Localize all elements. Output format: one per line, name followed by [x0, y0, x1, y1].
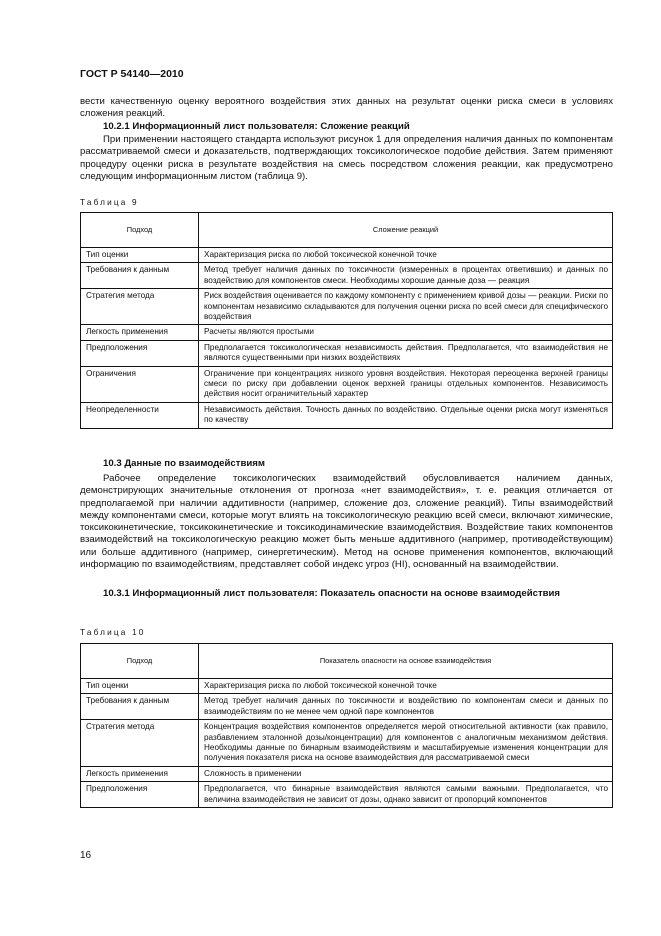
table-cell-text: Предполагается, что бинарные взаимодействия являются самыми важными. Предполагается, что величина взаимодействия не зависит от дозы, однако зависит от пропорций компонентов	[199, 782, 613, 808]
section-10-2-1-heading: 10.2.1 Информационный лист пользователя: Сложение реакций	[103, 121, 410, 132]
table-cell-text: Характеризация риска по любой токсической конечной точке	[199, 679, 613, 694]
table-cell-text: Предполагается токсикологическая независимость действия. Предполагается, что взаимодействия не являются существенными при низких воздействиях	[199, 340, 613, 366]
table-row	[81, 720, 613, 767]
table-row	[81, 248, 613, 263]
table-cell-label: Тип оценки	[81, 248, 199, 263]
table9-caption: Таблица 9	[80, 198, 139, 207]
table-cell-text: Сложность в применении	[199, 766, 613, 781]
table-cell-label: Стратегия метода	[81, 720, 199, 767]
table-cell-label: Стратегия метода	[81, 289, 199, 325]
table-row	[81, 766, 613, 781]
table-cell-label: Предположения	[81, 782, 199, 808]
table-row	[81, 694, 613, 720]
table-row	[81, 325, 613, 340]
table-cell-label: Легкость применения	[81, 325, 199, 340]
table-cell-label: Легкость применения	[81, 766, 199, 781]
table-cell-label: Неопределенности	[81, 402, 199, 428]
table-9	[80, 212, 613, 429]
intro-paragraph: вести качественную оценку вероятного воздействия этих данных на результат оценки риска смеси в условиях сложения реакций.	[80, 96, 613, 120]
table-col-header: Сложение реакций	[199, 213, 613, 248]
table-cell-text: Метод требует наличия данных по токсичности и воздействию по компонентам смеси и данных по взаимодействиям по не менее чем одной паре компонентов	[199, 694, 613, 720]
table-row	[81, 263, 613, 289]
table-cell-label: Тип оценки	[81, 679, 199, 694]
table-cell-label: Предположения	[81, 340, 199, 366]
table-cell-text: Ограничение при концентрациях низкого уровня воздействия. Некоторая переоценка верхней границы смеси по риску при добавлении оценок верхней границы отдельных компонентов. Независимость действия носит ограничительный характер	[199, 366, 613, 402]
table-cell-text: Расчеты являются простыми	[199, 325, 613, 340]
table-row	[81, 679, 613, 694]
table-cell-label: Требования к данным	[81, 263, 199, 289]
table-col-header: Подход	[81, 213, 199, 248]
table-row	[81, 340, 613, 366]
document-id: ГОСТ Р 54140—2010	[80, 68, 184, 80]
table-col-header: Показатель опасности на основе взаимодействия	[199, 644, 613, 679]
table-cell-text: Концентрация воздействия компонентов определяется мерой относительной активности (как правило, разбавлением эталонной дозы/концентрации) для компонентов с аналогичным механизмом действия. Необходимы данные по бинарным взаимодействиям и масштабируемые изменения концентрации для получения показателя риска на основе взаимодействия для рассматриваемой смеси	[199, 720, 613, 767]
table-cell-text: Риск воздействия оценивается по каждому компоненту с применением кривой дозы — реакции. Риски по компонентам независимо складываются для получения оценки риска по всей смеси для специфического воздействия	[199, 289, 613, 325]
table-cell-label: Требования к данным	[81, 694, 199, 720]
section-10-2-1-paragraph: При применении настоящего стандарта используют рисунок 1 для определения наличия данных по компонентам рассматриваемой смеси и доказательств, подтверждающих токсикологическое подобие действия. Затем применяют процедуру оценки риска в результате воздействия на смесь посредством сложения реакции, как предусмотрено следующим информационным листом (таблица 9).	[80, 134, 613, 182]
table-header-row	[81, 213, 613, 248]
table-row	[81, 366, 613, 402]
section-10-3-heading: 10.3 Данные по взаимодействиям	[103, 458, 265, 469]
table-cell-text: Независимость действия. Точность данных по воздействию. Отдельные оценки риска могут изменяться по качеству	[199, 402, 613, 428]
table-cell-text: Характеризация риска по любой токсической конечной точке	[199, 248, 613, 263]
section-10-3-1-heading: 10.3.1 Информационный лист пользователя: Показатель опасности на основе взаимодействия	[103, 588, 561, 599]
table10-caption: Таблица 10	[80, 628, 146, 637]
table-header-row	[81, 644, 613, 679]
table-row	[81, 402, 613, 428]
table-cell-label: Ограничения	[81, 366, 199, 402]
table-10	[80, 643, 613, 808]
page-number: 16	[80, 850, 92, 861]
table-col-header: Подход	[81, 644, 199, 679]
section-10-3-paragraph: Рабочее определение токсикологических взаимодействий обусловливается наличием данных, демонстрирующих значительные отклонения от прогноза «нет взаимодействия», т. е. реакция отличается от предполагаемой при наличии аддитивности (например, сложение доз, сложение реакций). Типы взаимодействий между компонентами смеси, которые могут влиять на токсикологическую реакцию всей смеси, включают химические, токсикокинетические, токсикокинетические и токсикодинамические взаимодействия. Воздействие таких компонентов взаимодействий на токсикологическую реакцию может быть меньше аддитивного (например, противодействующим) или больше аддитивного (например, синергетическим). Метод на основе применения компонентов, включающий информацию по взаимодействиям, представляет собой индекс угроз (HI), основанный на взаимодействии.	[80, 473, 613, 571]
table-row	[81, 289, 613, 325]
table-cell-text: Метод требует наличия данных по токсичности (измеренных в процентах ответивших) и данных по воздействию для компонентов смеси. Необходимы хорошие данные доза — реакция	[199, 263, 613, 289]
table-row	[81, 782, 613, 808]
